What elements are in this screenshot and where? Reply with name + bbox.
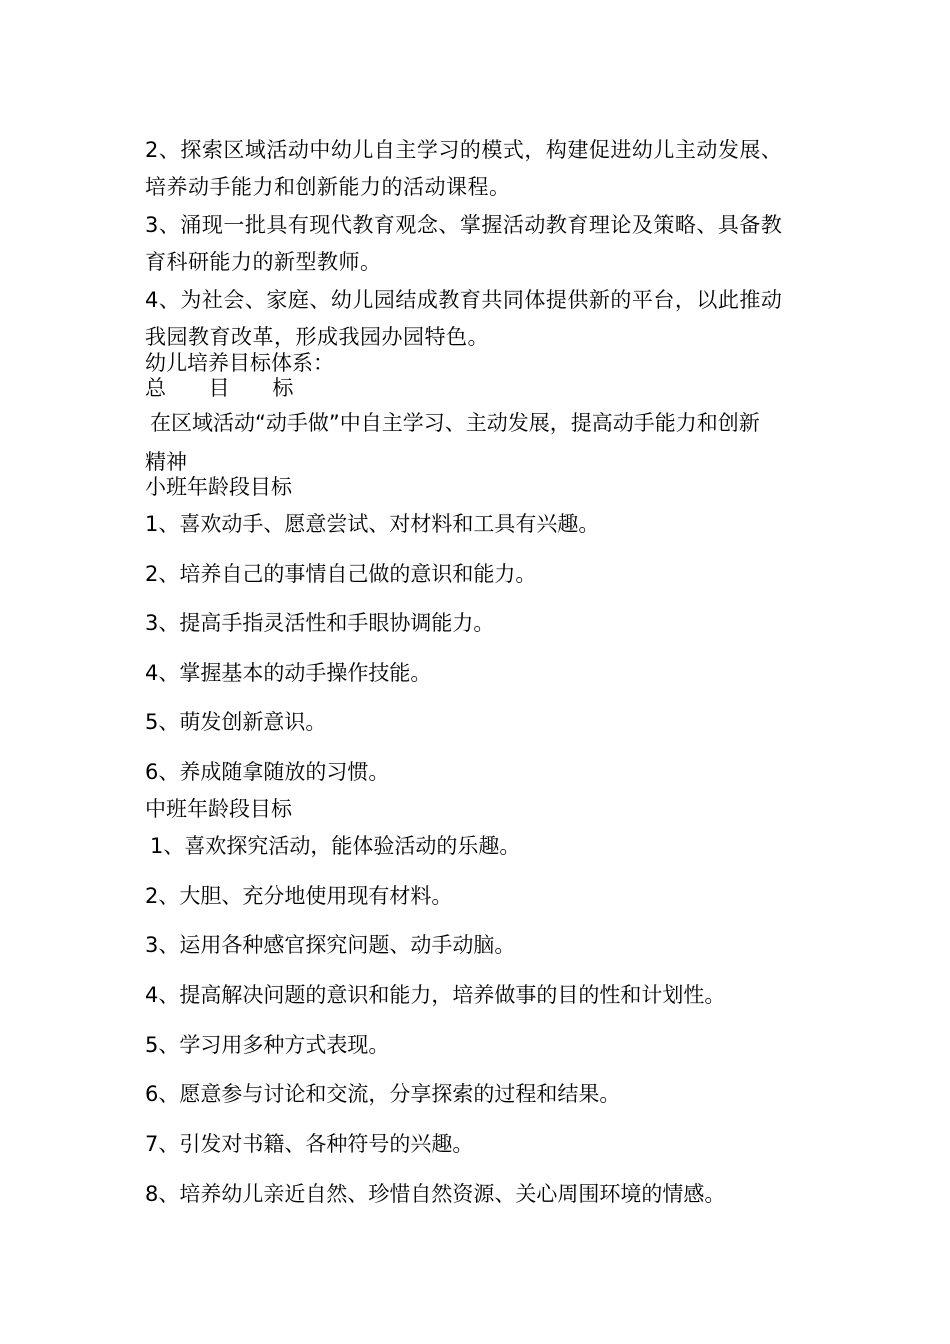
small-class-item-6: 6、养成随拿随放的习惯。 (145, 760, 390, 784)
goal-2-line-1: 2、探索区域活动中幼儿自主学习的模式，构建促进幼儿主动发展、 (145, 138, 783, 162)
middle-class-item-1: 1、喜欢探究活动，能体验活动的乐趣。 (150, 834, 521, 858)
middle-class-item-5: 5、学习用多种方式表现。 (145, 1033, 390, 1057)
goal-3-line-1: 3、涌现一批具有现代教育观念、掌握活动教育理论及策略、具备教 (145, 213, 783, 237)
overall-goal-text-line-1: 在区域活动“动手做”中自主学习、主动发展，提高动手能力和创新 (150, 411, 760, 435)
middle-class-item-7: 7、引发对书籍、各种符号的兴趣。 (145, 1132, 474, 1156)
middle-class-item-6: 6、愿意参与讨论和交流，分享探索的过程和结果。 (145, 1082, 621, 1106)
middle-class-item-4: 4、提高解决问题的意识和能力，培养做事的目的性和计划性。 (145, 983, 726, 1007)
small-class-item-5: 5、萌发创新意识。 (145, 710, 327, 734)
small-class-item-2: 2、培养自己的事情自己做的意识和能力。 (145, 562, 537, 586)
middle-class-item-8: 8、培养幼儿亲近自然、珍惜自然资源、关心周围环境的情感。 (145, 1182, 726, 1206)
small-class-heading: 小班年龄段目标 (145, 475, 292, 499)
goal-4-line-1: 4、为社会、家庭、幼儿园结成教育共同体提供新的平台，以此推动 (145, 288, 783, 312)
overall-goal-text-line-2: 精神 (145, 450, 187, 474)
goal-4-line-2: 我园教育改革，形成我园办园特色。 (145, 325, 489, 349)
small-class-item-3: 3、提高手指灵活性和手眼协调能力。 (145, 611, 495, 635)
overall-goal-heading: 总 目 标 (145, 376, 312, 400)
system-heading: 幼儿培养目标体系： (145, 351, 334, 375)
middle-class-item-2: 2、大胆、充分地使用现有材料。 (145, 884, 453, 908)
small-class-item-1: 1、喜欢动手、愿意尝试、对材料和工具有兴趣。 (145, 512, 600, 536)
goal-3-line-2: 育科研能力的新型教师。 (145, 250, 382, 274)
goal-2-line-2: 培养动手能力和创新能力的活动课程。 (145, 175, 511, 199)
small-class-item-4: 4、掌握基本的动手操作技能。 (145, 661, 432, 685)
middle-class-item-3: 3、运用各种感官探究问题、动手动脑。 (145, 933, 516, 957)
middle-class-heading: 中班年龄段目标 (145, 797, 292, 821)
